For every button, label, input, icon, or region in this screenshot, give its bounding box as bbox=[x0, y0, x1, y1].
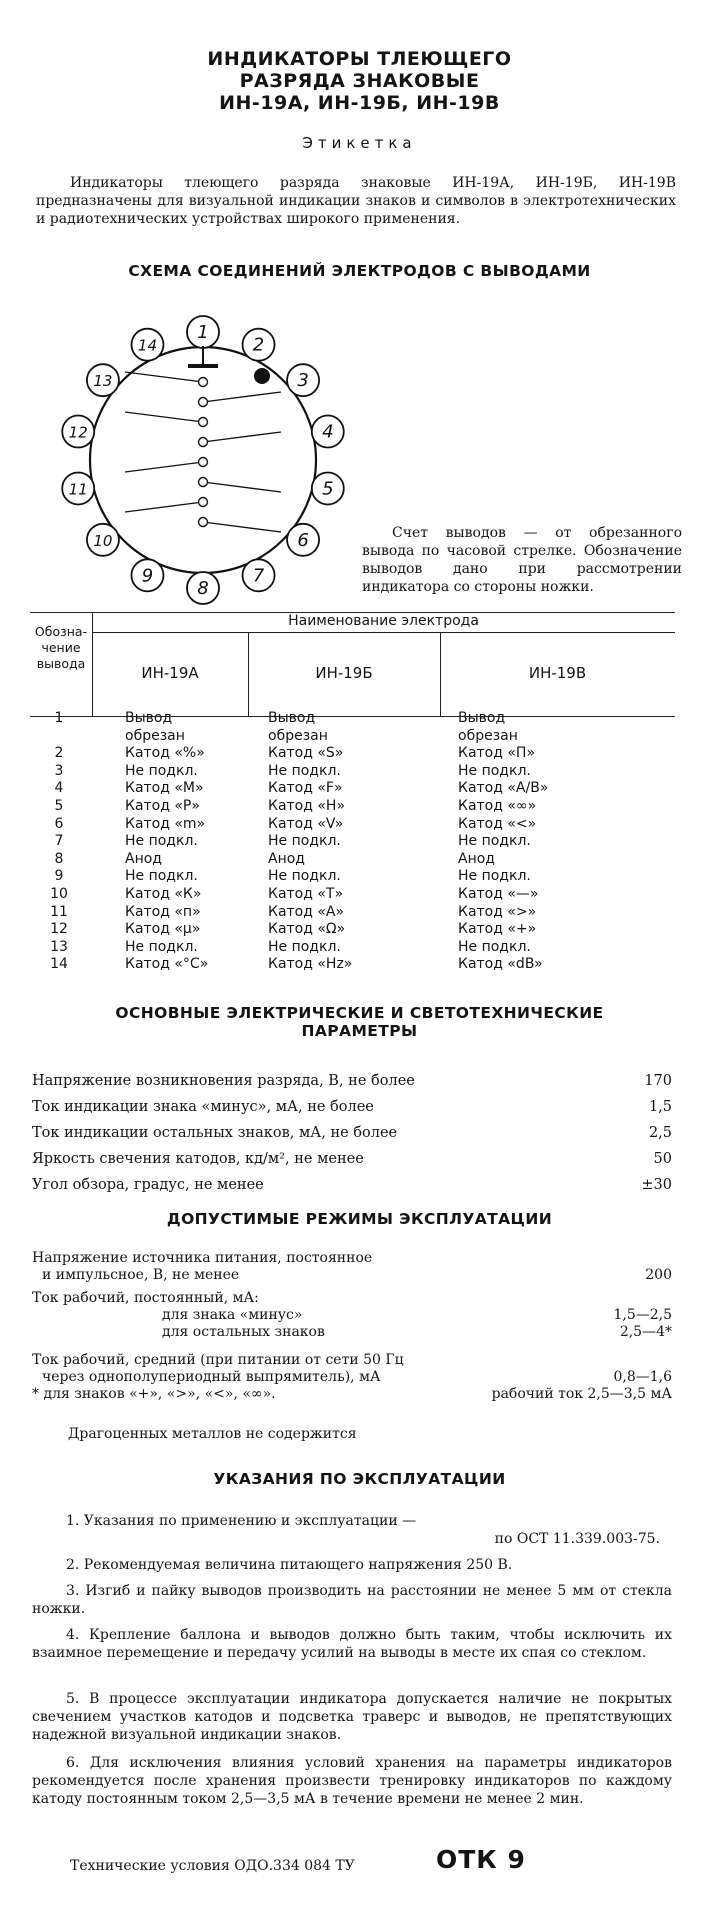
anode-dot bbox=[254, 368, 270, 384]
pin-label: 3 bbox=[297, 370, 309, 392]
electrode-cell: Катод «V» bbox=[268, 815, 344, 832]
electrode-lead bbox=[203, 482, 281, 492]
pin-label: 12 bbox=[68, 423, 88, 442]
column-in19v: ИН-19В bbox=[528, 664, 587, 682]
pin-number: 11 bbox=[50, 903, 68, 920]
electrode-cell: Катод «μ» bbox=[125, 921, 201, 938]
electrode-cell: Катод «°С» bbox=[125, 956, 209, 973]
table-row bbox=[30, 868, 690, 886]
label-heading: Этикетка bbox=[302, 134, 417, 152]
electrode-cell: Не подкл. bbox=[268, 868, 341, 885]
pin-number: 12 bbox=[50, 921, 68, 938]
electrode-cell: Анод bbox=[125, 850, 162, 867]
param-value: 1,5 bbox=[648, 1099, 672, 1115]
table-row bbox=[30, 904, 690, 922]
electrode-cell: обрезан bbox=[458, 727, 518, 744]
instruction-1 bbox=[32, 1512, 672, 1548]
electrode-column bbox=[125, 372, 281, 532]
pin-label: 11 bbox=[68, 480, 88, 499]
electrode-cell: Катод «А» bbox=[268, 903, 345, 920]
title-line-1: ИНДИКАТОРЫ ТЛЕЮЩЕГО bbox=[207, 48, 512, 70]
electrode-cell: Катод «S» bbox=[268, 745, 344, 762]
electrode-cell: Катод «dB» bbox=[458, 956, 543, 973]
electrode-cell: Катод «%» bbox=[125, 745, 205, 762]
avg-label-2: через однополупериодный выпрямитель), мА bbox=[42, 1369, 381, 1385]
pin-label: 8 bbox=[197, 578, 209, 599]
no-precious-metals: Драгоценных металлов не содержится bbox=[68, 1426, 357, 1442]
electrode-cell: Катод «∞» bbox=[458, 797, 537, 814]
electrode-cell: Не подкл. bbox=[458, 762, 531, 779]
pin-label: 2 bbox=[252, 334, 265, 356]
column-in19b: ИН-19Б bbox=[315, 664, 373, 682]
electrode-cell: Не подкл. bbox=[458, 833, 531, 850]
schema-note: Счет выводов — от обрезанного вывода по часовой стрелке. Обозначение выводов дано при рассмотрении индикатора со стороны ножки. bbox=[362, 525, 682, 595]
electrode-node bbox=[199, 478, 208, 487]
table-row bbox=[30, 956, 690, 974]
instruction-3: 3. Изгиб и пайку выводов производить на расстоянии не менее 5 мм от стекла ножки. bbox=[32, 1583, 672, 1617]
table-group-rule bbox=[92, 632, 675, 633]
electrode-node bbox=[199, 378, 208, 387]
electrode-cell: Не подкл. bbox=[458, 868, 531, 885]
electrode-cell: Не подкл. bbox=[268, 833, 341, 850]
pin-number: 9 bbox=[54, 868, 64, 885]
work-other-label: для остальных знаков bbox=[162, 1324, 325, 1340]
pin-number: 6 bbox=[54, 815, 64, 832]
electrode-table-header bbox=[30, 612, 675, 716]
pin-number: 13 bbox=[50, 938, 68, 955]
electrode-cell: Анод bbox=[268, 850, 305, 867]
pin-label: 6 bbox=[297, 529, 309, 551]
electrode-cell: обрезан bbox=[268, 727, 328, 744]
table-row bbox=[30, 710, 690, 728]
instruction-2: 2. Рекомендуемая величина питающего напряжения 250 В. bbox=[66, 1557, 513, 1573]
electrode-cell: Вывод bbox=[125, 710, 173, 726]
electrode-lead bbox=[125, 462, 203, 472]
pin-1 bbox=[187, 316, 219, 348]
pin-label: 13 bbox=[93, 372, 113, 391]
electrode-cell: Не подкл. bbox=[125, 762, 198, 779]
pin-14 bbox=[131, 329, 163, 361]
param-label: Ток индикации остальных знаков, мА, не более bbox=[32, 1125, 398, 1141]
otk-stamp: ОТК 9 bbox=[436, 1845, 526, 1874]
electrode-lead bbox=[203, 432, 281, 442]
pin-number: 2 bbox=[54, 745, 64, 762]
column-in19a: ИН-19А bbox=[141, 664, 199, 682]
pin-13 bbox=[87, 364, 119, 396]
electrode-cell: Катод «<» bbox=[458, 815, 537, 832]
pin-number: 3 bbox=[54, 762, 64, 779]
table-row bbox=[30, 780, 690, 798]
electrode-cell: Не подкл. bbox=[125, 938, 198, 955]
param-value: ±30 bbox=[641, 1177, 672, 1193]
electrode-cell: Не подкл. bbox=[125, 868, 198, 885]
pin-diagram bbox=[60, 298, 350, 599]
electrode-cell: Катод «m» bbox=[125, 815, 206, 832]
header-line: Обозна- bbox=[34, 624, 88, 639]
modes-title: ДОПУСТИМЫЕ РЕЖИМЫ ЭКСПЛУАТАЦИИ bbox=[166, 1210, 553, 1228]
pin-number: 1 bbox=[54, 710, 64, 726]
electrode-cell: Катод «+» bbox=[458, 921, 537, 938]
electrode-node bbox=[199, 518, 208, 527]
pin-3 bbox=[287, 364, 319, 396]
pin-label: 10 bbox=[93, 531, 113, 550]
pin-7 bbox=[243, 559, 275, 591]
title-line-3: ИН-19А, ИН-19Б, ИН-19В bbox=[219, 92, 500, 114]
instruction-5: 5. В процессе эксплуатации индикатора допускается наличие не покрытых свечением участков катодов и подсветка траверс и выводов, не препятствующих надежной визуальной индикации знаков. bbox=[32, 1691, 672, 1743]
pin-12 bbox=[62, 416, 94, 448]
pin-number: 8 bbox=[54, 850, 64, 867]
param-row bbox=[32, 1068, 672, 1094]
electrode-cell: Вывод bbox=[458, 710, 506, 726]
table-row bbox=[30, 728, 690, 746]
table-row bbox=[30, 921, 690, 939]
instruction-6: 6. Для исключения влияния условий хранения на параметры индикаторов рекомендуется после хранения произвести тренировку индикаторов по каждому катоду постоянным током 2,5—3,5 мА в течение времени не менее 2 мин. bbox=[32, 1755, 672, 1807]
electrode-cell: обрезан bbox=[125, 727, 185, 744]
instruction-1-line-2: по ОСТ 11.339.003-75. bbox=[494, 1531, 660, 1547]
electrode-cell: Катод «Ω» bbox=[268, 921, 346, 938]
supply-value: 200 bbox=[645, 1267, 672, 1283]
pin-number: 14 bbox=[50, 956, 68, 973]
electrode-lead bbox=[125, 412, 203, 422]
pin-label: 5 bbox=[322, 478, 334, 500]
instruction-1-line-1: 1. Указания по применению и эксплуатации — bbox=[66, 1513, 417, 1529]
avg-value: 0,8—1,6 bbox=[613, 1369, 672, 1385]
param-label: Напряжение возникновения разряда, В, не более bbox=[32, 1073, 415, 1089]
pin-10 bbox=[87, 524, 119, 556]
electrode-cell: Катод «F» bbox=[268, 780, 343, 797]
electrode-node bbox=[199, 458, 208, 467]
instruction-4: 4. Крепление баллона и выводов должно быть таким, чтобы исключить их взаимное перемещение и передачу усилий на выводы в месте их спая со стеклом. bbox=[32, 1627, 672, 1661]
electrode-cell: Не подкл. bbox=[458, 938, 531, 955]
star-note: * для знаков «+», «>», «<», «∞». bbox=[32, 1386, 276, 1402]
header-line: вывода bbox=[36, 656, 86, 671]
electrode-cell: Не подкл. bbox=[125, 833, 198, 850]
electrode-cell: Катод «Hz» bbox=[268, 956, 353, 973]
param-value: 170 bbox=[644, 1073, 672, 1089]
pin-6 bbox=[287, 524, 319, 556]
electrode-lead bbox=[203, 522, 281, 532]
electrode-node bbox=[199, 418, 208, 427]
pin-label: 14 bbox=[137, 336, 158, 355]
instructions-title: УКАЗАНИЯ ПО ЭКСПЛУАТАЦИИ bbox=[213, 1470, 506, 1488]
params-title-1: ОСНОВНЫЕ ЭЛЕКТРИЧЕСКИЕ И СВЕТОТЕХНИЧЕСКИЕ bbox=[115, 1004, 604, 1022]
electrode-cell: Катод «А/В» bbox=[458, 780, 549, 797]
avg-label-1: Ток рабочий, средний (при питании от сети 50 Гц bbox=[32, 1352, 404, 1368]
electrode-cell: Катод «—» bbox=[458, 885, 539, 902]
param-label: Угол обзора, градус, не менее bbox=[32, 1177, 264, 1193]
electrode-lead bbox=[125, 372, 203, 382]
electrode-node bbox=[199, 498, 208, 507]
table-row bbox=[30, 798, 690, 816]
pin-number: 4 bbox=[54, 780, 64, 797]
table-row bbox=[30, 851, 690, 869]
electrode-cell: Не подкл. bbox=[268, 762, 341, 779]
avg-current bbox=[32, 1352, 672, 1403]
work-label: Ток рабочий, постоянный, мА: bbox=[32, 1290, 259, 1306]
star-note-value: рабочий ток 2,5—3,5 мА bbox=[491, 1386, 672, 1402]
electrode-lead bbox=[125, 502, 203, 512]
schema-title: СХЕМА СОЕДИНЕНИЙ ЭЛЕКТРОДОВ С ВЫВОДАМИ bbox=[128, 262, 591, 280]
electrode-cell: Катод «М» bbox=[125, 780, 204, 797]
supply-label-1: Напряжение источника питания, постоянное bbox=[32, 1250, 373, 1266]
param-row bbox=[32, 1146, 672, 1172]
pin-2 bbox=[243, 329, 275, 361]
electrode-cell: Катод «>» bbox=[458, 903, 537, 920]
pin-11 bbox=[62, 472, 94, 504]
param-value: 50 bbox=[653, 1151, 672, 1167]
param-value: 2,5 bbox=[648, 1125, 672, 1141]
pin-number: 5 bbox=[54, 797, 64, 814]
electrode-name-header: Наименование электрода bbox=[288, 613, 479, 629]
pin-designation-header bbox=[30, 624, 92, 672]
pin-label: 9 bbox=[141, 565, 154, 587]
electrode-cell: Катод «п» bbox=[125, 903, 201, 920]
param-row bbox=[32, 1094, 672, 1120]
table-row bbox=[30, 886, 690, 904]
pin-8 bbox=[187, 572, 219, 604]
table-row bbox=[30, 816, 690, 834]
pin-label: 4 bbox=[322, 421, 334, 443]
electrode-table-body bbox=[30, 710, 690, 974]
work-minus-label: для знака «минус» bbox=[162, 1307, 303, 1323]
param-label: Ток индикации знака «минус», мА, не более bbox=[32, 1099, 374, 1115]
pin-9 bbox=[131, 559, 163, 591]
electrode-cell: Катод «Н» bbox=[268, 797, 346, 814]
electrode-cell: Анод bbox=[458, 850, 495, 867]
param-label: Яркость свечения катодов, кд/м², не менее bbox=[32, 1151, 364, 1167]
electrode-node bbox=[199, 438, 208, 447]
param-row bbox=[32, 1172, 672, 1198]
table-row bbox=[30, 745, 690, 763]
electrode-lead bbox=[203, 392, 281, 402]
param-row bbox=[32, 1120, 672, 1146]
work-minus-value: 1,5—2,5 bbox=[613, 1307, 672, 1323]
supply-label-2: и импульсное, В, не менее bbox=[42, 1267, 240, 1283]
work-current bbox=[32, 1290, 672, 1341]
electrode-node bbox=[199, 398, 208, 407]
pin-label: 7 bbox=[252, 565, 265, 587]
header-line: чение bbox=[41, 640, 81, 655]
work-other-value: 2,5—4* bbox=[619, 1324, 672, 1340]
electrode-cell: Катод «П» bbox=[458, 745, 536, 762]
electrode-cell: Вывод bbox=[268, 710, 316, 726]
pin-number: 10 bbox=[50, 885, 68, 902]
pin-4 bbox=[312, 416, 344, 448]
intro-text: Индикаторы тлеющего разряда знаковые ИН-19А, ИН-19Б, ИН-19В предназначены для визуальной индикации знаков и символов в электротехнических и радиотехнических устройствах широкого применения. bbox=[36, 175, 676, 227]
electrode-cell: Катод «К» bbox=[125, 885, 202, 902]
pin-5 bbox=[312, 472, 344, 504]
electrode-cell: Не подкл. bbox=[268, 938, 341, 955]
table-row bbox=[30, 939, 690, 957]
supply-voltage bbox=[32, 1250, 672, 1284]
electrode-cell: Катод «Т» bbox=[268, 885, 344, 902]
electrode-cell: Катод «Р» bbox=[125, 797, 200, 814]
pin-label: 1 bbox=[197, 322, 209, 343]
table-row bbox=[30, 763, 690, 781]
table-row bbox=[30, 833, 690, 851]
params-title-2: ПАРАМЕТРЫ bbox=[301, 1022, 418, 1040]
pin-number: 7 bbox=[54, 833, 64, 850]
tech-spec: Технические условия ОДО.334 084 ТУ bbox=[70, 1858, 355, 1874]
title-line-2: РАЗРЯДА ЗНАКОВЫЕ bbox=[239, 70, 480, 92]
